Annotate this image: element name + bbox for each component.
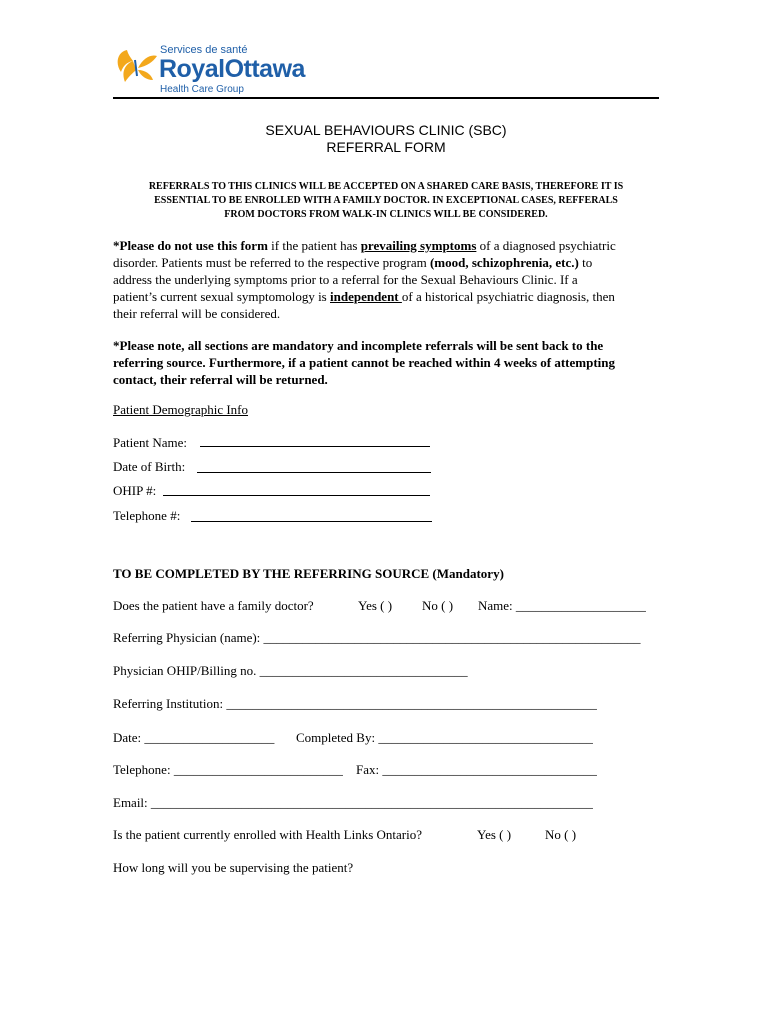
referring-physician-field[interactable]: Referring Physician (name): __________________________________________________________ [113, 630, 641, 645]
health-links-question: Is the patient currently enrolled with Health Links Ontario? [113, 827, 423, 842]
demographics-heading-text: Patient Demographic Info [113, 402, 249, 417]
referring-institution-field[interactable]: Referring Institution: _________________________________________________________ [113, 696, 597, 711]
instruction-text: of a historical psychiatric diagnosis, then [401, 289, 615, 304]
supervising-question: How long will you be supervising the patient? [113, 860, 354, 875]
fax-field[interactable]: Fax: _________________________________ [356, 762, 597, 777]
instruction-line: their referral will be considered. [113, 306, 281, 321]
instruction-text: to [578, 255, 593, 270]
note-line: *Please note, all sections are mandatory and incomplete referrals will be sent back to the [113, 338, 604, 353]
usage-instructions [113, 237, 663, 322]
instruction-text: of a diagnosed psychiatric [476, 238, 616, 253]
mandatory-note [113, 337, 663, 388]
referring-heading-text: TO BE COMPLETED BY THE REFERRING SOURCE [113, 566, 430, 581]
referring-heading-suffix: (Mandatory) [429, 566, 504, 581]
physician-ohip-field[interactable]: Physician OHIP/Billing no. ________________________________ [113, 663, 468, 678]
royal-ottawa-logo [113, 44, 313, 98]
instruction-line [113, 254, 663, 271]
instruction-line [113, 237, 663, 254]
notice-line: ESSENTIAL TO BE ENROLLED WITH A FAMILY DOCTOR. IN EXCEPTIONAL CASES, REFFERALS [154, 195, 618, 206]
health-links-yes-checkbox[interactable]: Yes ( ) [477, 827, 512, 842]
dob-label: Date of Birth: [113, 459, 186, 474]
demographics-heading [113, 402, 248, 418]
telephone-label: Telephone #: [113, 508, 181, 523]
instruction-text: if the patient has [267, 238, 361, 253]
referring-source-heading [113, 566, 504, 582]
instruction-underline: independent [330, 289, 402, 304]
instruction-text: patient’s current sexual symptomology is [113, 289, 330, 304]
health-links-no-checkbox[interactable]: No ( ) [545, 827, 577, 842]
ohip-field[interactable] [163, 495, 430, 496]
notice-line: REFERRALS TO THIS CLINICS WILL BE ACCEPTED ON A SHARED CARE BASIS, THEREFORE IT IS [148, 181, 624, 192]
note-line: referring source. Furthermore, if a patient cannot be reached within 4 weeks of attempting [113, 355, 615, 370]
note-line: contact, their referral will be returned. [113, 372, 328, 387]
instruction-emphasis: *Please do not use this form [113, 238, 268, 253]
date-field[interactable]: Date: ____________________ [113, 730, 275, 745]
family-doctor-name-field[interactable]: Name: ____________________ [478, 598, 646, 613]
telephone-field[interactable] [191, 521, 432, 522]
referrer-telephone-field[interactable]: Telephone: __________________________ [113, 762, 343, 777]
patient-name-label: Patient Name: [113, 435, 188, 450]
notice-line: FROM DOCTORS FROM WALK-IN CLINICS WILL BE CONSIDERED. [224, 209, 548, 220]
patient-name-field[interactable] [200, 446, 430, 447]
referral-notice [113, 180, 659, 222]
logo-subtitle: Health Care Group [160, 84, 244, 95]
header-divider [113, 97, 659, 99]
butterfly-logo-icon [113, 46, 159, 88]
ohip-label: OHIP #: [113, 483, 157, 498]
logo-name: RoyalOttawa [159, 55, 305, 83]
logo-small-text: Services de santé [160, 44, 248, 56]
instruction-line: address the underlying symptoms prior to a referral for the Sexual Behaviours Clinic. If a [113, 272, 578, 287]
form-subtitle: REFERRAL FORM [326, 139, 446, 155]
family-doctor-yes-checkbox[interactable]: Yes ( ) [358, 598, 393, 613]
dob-field[interactable] [197, 472, 431, 473]
instruction-line [113, 288, 663, 305]
completed-by-field[interactable]: Completed By: _________________________________ [296, 730, 593, 745]
instruction-emphasis: (mood, schizophrenia, etc.) [429, 255, 579, 270]
instruction-text: disorder. Patients must be referred to the respective program [113, 255, 430, 270]
family-doctor-question: Does the patient have a family doctor? [113, 598, 314, 613]
instruction-underline: prevailing symptoms [360, 238, 477, 253]
form-title: SEXUAL BEHAVIOURS CLINIC (SBC) [265, 122, 507, 138]
family-doctor-no-checkbox[interactable]: No ( ) [422, 598, 454, 613]
email-field[interactable]: Email: ____________________________________________________________________ [113, 795, 593, 810]
